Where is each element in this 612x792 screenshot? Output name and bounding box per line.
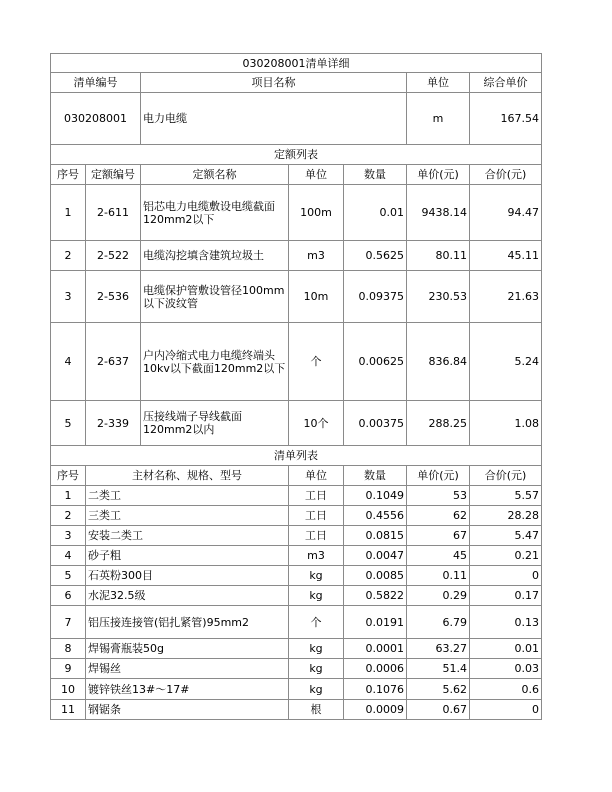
material-name: 二类工: [86, 486, 289, 506]
quota-seq: 5: [51, 401, 86, 446]
material-seq: 4: [51, 546, 86, 566]
material-qty: 0.0001: [344, 639, 407, 659]
materials-header-seq: 序号: [51, 466, 86, 486]
material-seq: 5: [51, 566, 86, 586]
material-qty: 0.1049: [344, 486, 407, 506]
quota-price: 230.53: [407, 271, 470, 323]
materials-header-row: [51, 466, 542, 486]
material-price: 63.27: [407, 639, 470, 659]
quota-section-title: 定额列表: [51, 145, 542, 165]
material-row: [51, 659, 542, 679]
material-row: [51, 700, 542, 720]
quota-name: 铝芯电力电缆敷设电缆截面120mm2以下: [141, 185, 289, 241]
material-row: [51, 566, 542, 586]
material-row: [51, 486, 542, 506]
material-unit: 个: [289, 606, 344, 639]
material-row: [51, 546, 542, 566]
material-name: 石英粉300目: [86, 566, 289, 586]
material-unit: 工日: [289, 486, 344, 506]
material-seq: 3: [51, 526, 86, 546]
material-name: 焊锡膏瓶装50g: [86, 639, 289, 659]
material-name: 砂子粗: [86, 546, 289, 566]
material-row: [51, 606, 542, 639]
quota-seq: 4: [51, 323, 86, 401]
sheet-title: 030208001清单详细: [51, 54, 542, 73]
quota-total: 94.47: [470, 185, 542, 241]
item-unit: m: [407, 93, 470, 145]
quota-row: [51, 323, 542, 401]
quota-price: 80.11: [407, 241, 470, 271]
material-price: 5.62: [407, 679, 470, 700]
bill-code: 030208001: [51, 93, 141, 145]
material-unit: kg: [289, 659, 344, 679]
material-total: 0.03: [470, 659, 542, 679]
quota-header-code: 定额编号: [86, 165, 141, 185]
material-unit: kg: [289, 566, 344, 586]
material-total: 0.17: [470, 586, 542, 606]
material-total: 5.57: [470, 486, 542, 506]
quota-name: 电缆保护管敷设管径100mm以下波纹管: [141, 271, 289, 323]
quota-price: 836.84: [407, 323, 470, 401]
material-qty: 0.0191: [344, 606, 407, 639]
material-name: 焊锡丝: [86, 659, 289, 679]
quota-qty: 0.09375: [344, 271, 407, 323]
quota-unit: 10个: [289, 401, 344, 446]
material-seq: 6: [51, 586, 86, 606]
quota-code: 2-522: [86, 241, 141, 271]
material-row: [51, 506, 542, 526]
quota-price: 288.25: [407, 401, 470, 446]
material-price: 0.11: [407, 566, 470, 586]
header-bill-code: 清单编号: [51, 73, 141, 93]
quota-qty: 0.5625: [344, 241, 407, 271]
material-unit: 工日: [289, 526, 344, 546]
item-name: 电力电缆: [141, 93, 407, 145]
material-unit: kg: [289, 679, 344, 700]
materials-header-price: 单价(元): [407, 466, 470, 486]
quota-seq: 2: [51, 241, 86, 271]
material-unit: m3: [289, 546, 344, 566]
quota-unit: 个: [289, 323, 344, 401]
quota-header-seq: 序号: [51, 165, 86, 185]
material-total: 0.01: [470, 639, 542, 659]
materials-header-unit: 单位: [289, 466, 344, 486]
material-row: [51, 526, 542, 546]
quota-total: 5.24: [470, 323, 542, 401]
quota-total: 45.11: [470, 241, 542, 271]
material-price: 6.79: [407, 606, 470, 639]
material-qty: 0.5822: [344, 586, 407, 606]
material-unit: 根: [289, 700, 344, 720]
materials-section-title: 清单列表: [51, 446, 542, 466]
header-unit-price: 综合单价: [470, 73, 542, 93]
material-unit: kg: [289, 639, 344, 659]
quota-header-price: 单价(元): [407, 165, 470, 185]
material-row: [51, 586, 542, 606]
material-total: 0.13: [470, 606, 542, 639]
material-name: 铝压接连接管(铝扎紧管)95mm2: [86, 606, 289, 639]
materials-header-qty: 数量: [344, 466, 407, 486]
quota-name: 电缆沟挖填含建筑垃圾土: [141, 241, 289, 271]
quota-qty: 0.00375: [344, 401, 407, 446]
header-item-name: 项目名称: [141, 73, 407, 93]
quota-header-unit: 单位: [289, 165, 344, 185]
material-unit: kg: [289, 586, 344, 606]
quota-price: 9438.14: [407, 185, 470, 241]
material-total: 0.21: [470, 546, 542, 566]
material-name: 安装二类工: [86, 526, 289, 546]
quota-seq: 3: [51, 271, 86, 323]
material-qty: 0.4556: [344, 506, 407, 526]
materials-header-total: 合价(元): [470, 466, 542, 486]
material-total: 5.47: [470, 526, 542, 546]
quota-total: 1.08: [470, 401, 542, 446]
material-qty: 0.0085: [344, 566, 407, 586]
material-seq: 8: [51, 639, 86, 659]
quota-unit: 100m: [289, 185, 344, 241]
material-qty: 0.0815: [344, 526, 407, 546]
quota-unit: 10m: [289, 271, 344, 323]
material-total: 0.6: [470, 679, 542, 700]
quota-name: 压接线端子导线截面120mm2以内: [141, 401, 289, 446]
material-price: 53: [407, 486, 470, 506]
material-seq: 7: [51, 606, 86, 639]
header-unit: 单位: [407, 73, 470, 93]
quota-code: 2-637: [86, 323, 141, 401]
quota-seq: 1: [51, 185, 86, 241]
material-price: 0.29: [407, 586, 470, 606]
quota-code: 2-339: [86, 401, 141, 446]
material-row: [51, 679, 542, 700]
material-seq: 11: [51, 700, 86, 720]
material-name: 钢锯条: [86, 700, 289, 720]
quota-name: 户内冷缩式电力电缆终端头10kv以下截面120mm2以下: [141, 323, 289, 401]
quota-row: [51, 271, 542, 323]
material-seq: 1: [51, 486, 86, 506]
material-name: 镀锌铁丝13#～17#: [86, 679, 289, 700]
material-seq: 2: [51, 506, 86, 526]
quota-row: [51, 241, 542, 271]
quota-row: [51, 185, 542, 241]
quota-qty: 0.00625: [344, 323, 407, 401]
material-row: [51, 639, 542, 659]
material-price: 45: [407, 546, 470, 566]
material-total: 0: [470, 566, 542, 586]
quota-total: 21.63: [470, 271, 542, 323]
quota-header-qty: 数量: [344, 165, 407, 185]
bill-detail-table: [50, 53, 542, 720]
quota-row: [51, 401, 542, 446]
material-price: 51.4: [407, 659, 470, 679]
material-seq: 9: [51, 659, 86, 679]
material-total: 28.28: [470, 506, 542, 526]
materials-header-name: 主材名称、规格、型号: [86, 466, 289, 486]
material-name: 三类工: [86, 506, 289, 526]
quota-header-total: 合价(元): [470, 165, 542, 185]
quota-code: 2-611: [86, 185, 141, 241]
materials-section: [51, 446, 542, 466]
quota-header-name: 定额名称: [141, 165, 289, 185]
material-price: 0.67: [407, 700, 470, 720]
quota-code: 2-536: [86, 271, 141, 323]
item-unit-price: 167.54: [470, 93, 542, 145]
material-qty: 0.0006: [344, 659, 407, 679]
material-qty: 0.0047: [344, 546, 407, 566]
material-qty: 0.1076: [344, 679, 407, 700]
material-unit: 工日: [289, 506, 344, 526]
quota-qty: 0.01: [344, 185, 407, 241]
material-seq: 10: [51, 679, 86, 700]
material-name: 水泥32.5级: [86, 586, 289, 606]
material-qty: 0.0009: [344, 700, 407, 720]
material-total: 0: [470, 700, 542, 720]
material-price: 62: [407, 506, 470, 526]
material-price: 67: [407, 526, 470, 546]
quota-unit: m3: [289, 241, 344, 271]
